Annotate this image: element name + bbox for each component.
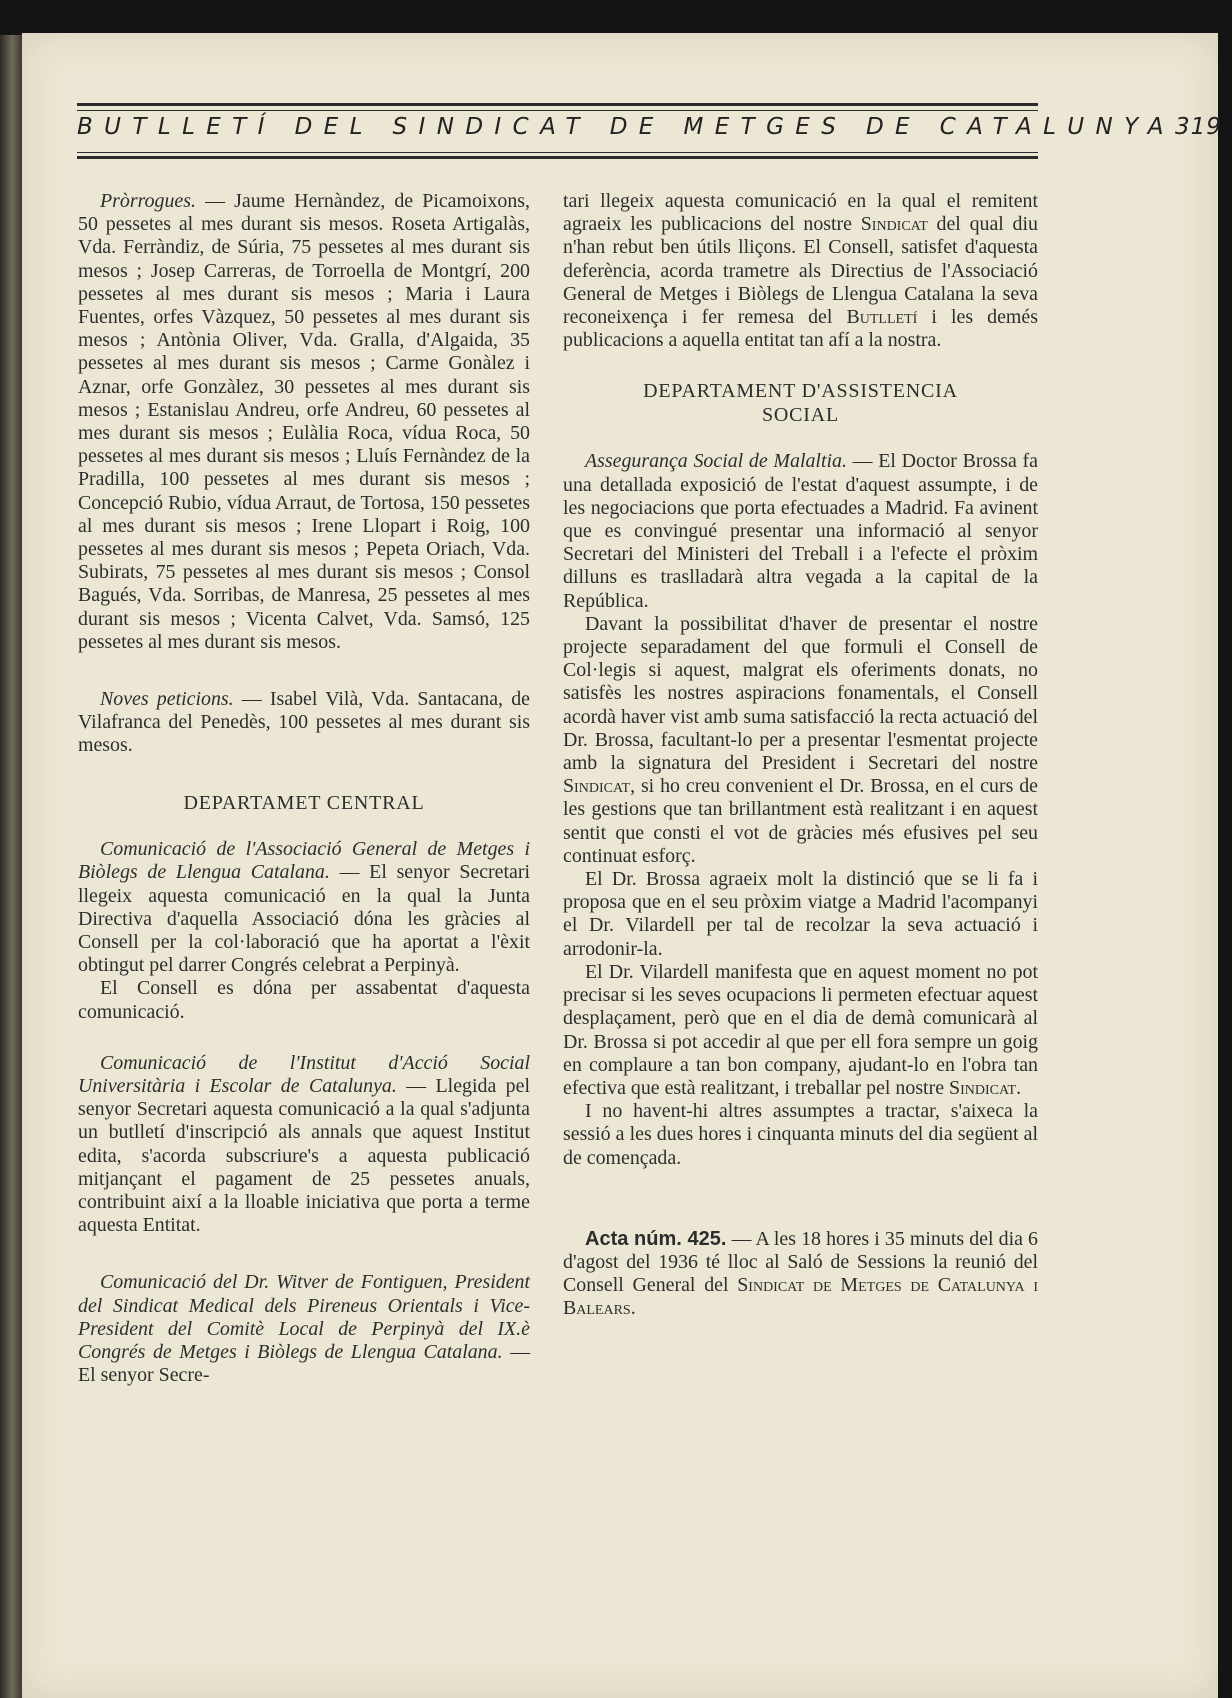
paragraph-comunicacio-institut [78,1052,530,1238]
paragraph-comunicacio-associacio [78,838,530,977]
small-caps-sindicat-full: Sindicat de Metges de Catalunya i Balears [563,1274,1038,1320]
header-rule-bottom [77,156,1038,159]
header-rule-top [77,103,1038,106]
header-rule-top-thin [77,110,1038,111]
section-lead: Noves peticions. [100,688,234,711]
paragraph-vilardell [563,961,1038,1100]
page-number: 319 [1174,114,1222,140]
acta-number: Acta núm. 425. [585,1227,727,1250]
paragraph-text: — El senyor Secre- [78,1341,530,1387]
book-binding-edge [0,35,22,1698]
paragraph-prorrogues [78,190,530,654]
paragraph-text: El Dr. Vilardell manifesta que en aquest moment no pot precisar si les seves ocupacions li permeten efectuar aquest desplaçament, però que en el dia de demà comunicarà al Dr. Brossa si pot accedir al que per ell fora sempre un goig en complaure a tan bon company, ajudant-lo en l'obra tan efectiva que està realitzant, i treballar pel nostre [563,960,1038,1099]
paragraph-text: i les demés publicacions a aquella entitat tan afí a la nostra. [563,306,1038,352]
paragraph-text: tari llegeix aquesta comunicació en la qual el remitent agraeix les publicacions del nostre [563,190,1038,236]
header-rule-bottom-thin [77,152,1038,153]
paragraph-assegurança [563,450,1038,612]
department-heading [563,380,1038,427]
journal-title: BUTLLETÍ DEL SINDICAT DE METGES DE CATALUNYA [77,114,1175,140]
department-heading: DEPARTAMET CENTRAL [183,791,425,814]
section-lead: Comunicació del Dr. Witver de Fontiguen, President del Sindicat Medical dels Pireneus Orientals i Vice-President del Comitè Local de Perpinyà del IX.è Congrés de Metges i Biòlegs de Llengua Catalana. [78,1271,530,1364]
paragraph-text: Davant la possibilitat d'haver de presentar el nostre projecte separadament del que formuli el Consell de Col·legis si aquest, malgrat els oferiments donats, no satisfès les nostres aspiracions fonamentals, el Consell acordà haver vist amb suma satisfacció la recta actuació del Dr. Brossa, facultant-lo per a presentar l'esmentat projecte amb la signatura del President i Secretari del nostre [563,612,1038,775]
paragraph-consell-assabentat: El Consell es dóna per assabentat d'aquesta comunicació. [78,977,530,1023]
paragraph-brossa-agraeix: El Dr. Brossa agraeix molt la distinció que se li fa i proposa que en el seu pròxim viatge a Madrid l'acompanyi el Dr. Vilardell per tal de recolzar la seva actuació i arrodonir-la. [563,868,1038,960]
section-lead: Comunicació de l'Associació General de Metges i Biòlegs de Llengua Catalana. [78,838,530,884]
paragraph-text: . [1016,1076,1022,1099]
section-lead: Assegurança Social de Malaltia. [585,450,847,473]
paragraph-comunicacio-witver [78,1271,530,1387]
paragraph-noves-peticions [78,688,530,758]
paragraph-closing: I no havent-hi altres assumptes a tractar, s'aixeca la sessió a les dues hores i cinquanta minuts del dia següent al de començada. [563,1100,1038,1169]
paragraph-text: . [630,1297,636,1320]
running-header [77,112,1222,142]
paragraph-text: del qual diu n'han rebut ben útils lliçons. El Consell, satisfet d'aquesta deferència, acorda trametre als Directius de l'Associació General de Metges i Biòlegs de Llengua Catalana la seva reconeixença i fer remesa del [563,213,1038,329]
section-lead: Comunicació de l'Institut d'Acció Social Universitària i Escolar de Catalunya. [78,1051,530,1097]
small-caps-sindicat: Sindicat [563,775,631,798]
paragraph-text: — A les 18 hores i 35 minuts del dia 6 d'agost del 1936 té lloc al Saló de Sessions la reunió del Consell General del [563,1227,1038,1297]
section-lead: Pròrrogues. [100,190,196,212]
paragraph-text: , si ho creu convenient el Dr. Brossa, en el curs de les gestions que tan brillantment està realitzant i en aquest sentit que consti el vot de gràcies més efusives pel seu continuat esforç. [563,775,1038,867]
paragraph-text: — Jaume Hernàndez, de Picamoixons, 50 pessetes al mes durant sis mesos. Roseta Artigalàs, Vda. Ferràndiz, de Súria, 75 pessetes al mes durant sis mesos ; Josep Carreras, de Torroella de Montgrí, 200 pessetes al mes durant sis mesos ; Maria i Laura Fuentes, orfes Vàzquez, 50 pessetes al mes durant sis mesos ; Antònia Oliver, Vda. Gralla, d'Algaida, 35 pessetes al mes durant sis mesos ; Carme Gonàlez i Aznar, orfe Gonzàlez, 30 pessetes al mes durant sis mesos ; Estanislau Andreu, orfe Andreu, 60 pessetes al mes durant sis mesos ; Eulàlia Roca, vídua Roca, 50 pessetes al mes durant sis mesos ; Lluís Fernàndez de la Pradilla, 100 pessetes al mes durant sis mesos ; Concepció Rubio, vídua Arraut, de Tortosa, 150 pessetes al mes durant sis mesos ; Irene Llopart i Roig, 100 pessetes al mes durant sis mesos ; Pepeta Oriach, Vda. Subirats, 75 pessetes al mes durant sis mesos ; Consol Bagués, Vda. Sorribas, de Manresa, 25 pessetes al mes durant sis mesos ; Vicenta Calvet, Vda. Samsó, 125 pessetes al mes durant sis mesos. [78,190,530,653]
right-column [563,190,1038,1321]
paragraph-text: — El Doctor Brossa fa una detallada exposició de l'estat d'aquest assumpte, i de les negociacions que porta efectuades a Madrid. Fa avinent que es convingué presentar una informació al senyor Secretari del Ministeri del Treball i a l'efecte el pròxim dilluns es traslladarà altra vegada a la capital de la República. [563,450,1038,612]
small-caps-sindicat: Sindicat [949,1076,1017,1099]
department-heading-line-1: DEPARTAMENT D'ASSISTENCIA [643,380,958,403]
paragraph-davant [563,613,1038,868]
paragraph-text: — Isabel Vilà, Vda. Santacana, de Vilafranca del Penedès, 100 pessetes al mes durant sis mesos. [78,688,530,757]
small-caps-butlleti: Butlletí [846,306,918,329]
small-caps-sindicat: Sindicat [860,213,928,236]
paragraph-text: — Llegida pel senyor Secretari aquesta comunicació a la qual s'adjunta un butlletí d'inscripció als annals que aquest Institut edita, s'acorda subscriure's a aquesta publicació mitjançant el pagament de 25 pessetes anuals, contribuint així a la lloable iniciativa que porta a terme aquesta Entitat. [78,1075,530,1237]
paragraph-acta [563,1228,1038,1321]
paragraph-text: — El senyor Secretari llegeix aquesta comunicació en la qual la Junta Directiva d'aquella Associació dóna les gràcies al Consell per la col·laboració que ha aportat a l'èxit obtingut pel darrer Congrés celebrat a Perpinyà. [78,861,530,977]
department-heading-line-2: SOCIAL [761,403,840,426]
left-column [78,190,530,1387]
paragraph-continuation [563,190,1038,352]
